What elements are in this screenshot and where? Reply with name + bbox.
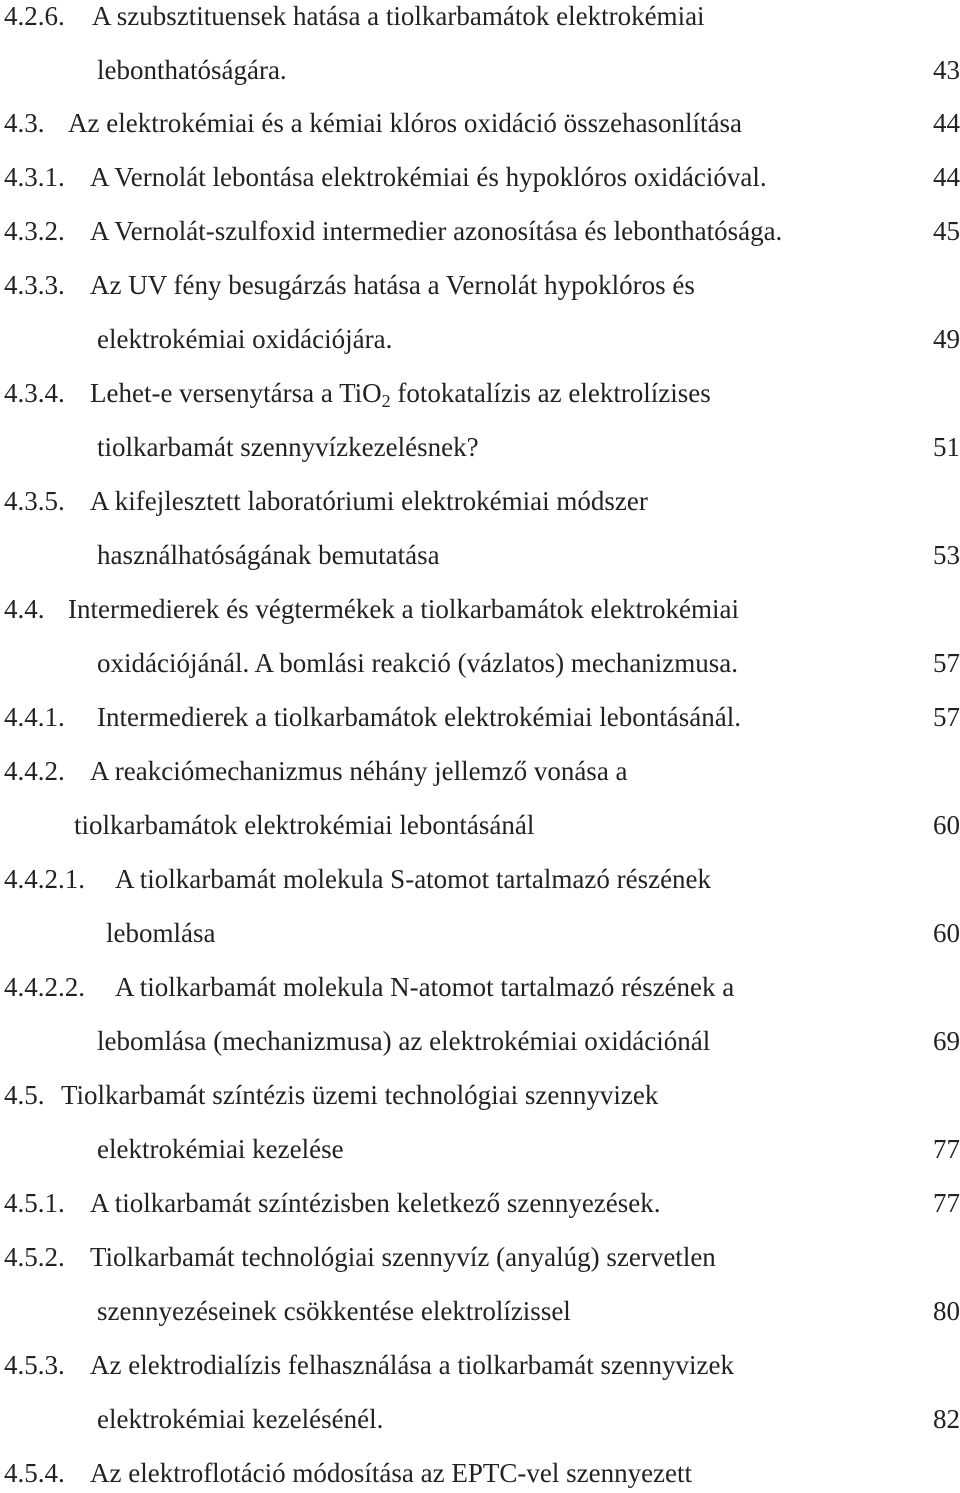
toc-title: A tiolkarbamát molekula N-atomot tartalmazó részének a bbox=[115, 972, 735, 1002]
toc-entry-continuation bbox=[0, 1291, 960, 1331]
toc-entry-continuation bbox=[0, 1129, 960, 1169]
toc-page-number: 44 bbox=[933, 162, 960, 192]
toc-title-continuation: tiolkarbamátok elektrokémiai lebontásánál bbox=[74, 810, 535, 840]
toc-entry-continuation bbox=[0, 319, 960, 359]
toc-title-continuation: lebomlása bbox=[106, 918, 216, 948]
toc-title: A szubsztituensek hatása a tiolkarbamátok elektrokémiai bbox=[92, 1, 705, 31]
toc-number: 4.4.2.2. bbox=[4, 972, 85, 1002]
toc-page-number: 44 bbox=[933, 108, 960, 138]
toc-title: Az UV fény besugárzás hatása a Vernolát hypoklóros és bbox=[90, 270, 695, 300]
toc-page-number: 49 bbox=[933, 324, 960, 354]
toc-title: Intermedierek a tiolkarbamátok elektrokémiai lebontásánál. bbox=[97, 702, 741, 732]
toc-title-continuation: elektrokémiai kezelése bbox=[97, 1134, 344, 1164]
toc-entry bbox=[0, 1183, 960, 1223]
toc-entry bbox=[0, 859, 960, 899]
toc-entry bbox=[0, 211, 960, 251]
toc-title bbox=[90, 373, 711, 413]
toc-page-number: 53 bbox=[933, 540, 960, 570]
toc-page-number: 45 bbox=[933, 216, 960, 246]
toc-number: 4.4.2.1. bbox=[4, 864, 85, 894]
toc-page-number: 77 bbox=[933, 1134, 960, 1164]
toc-page-number: 51 bbox=[933, 432, 960, 462]
toc-title: A Vernolát lebontása elektrokémiai és hypoklóros oxidációval. bbox=[90, 162, 767, 192]
toc-entry bbox=[0, 751, 960, 791]
toc-entry bbox=[0, 481, 960, 521]
toc-title: A tiolkarbamát színtézisben keletkező szennyezések. bbox=[90, 1188, 661, 1218]
toc-number: 4.3.4. bbox=[4, 378, 65, 408]
toc-entry-continuation bbox=[0, 1021, 960, 1061]
toc-page-number: 57 bbox=[933, 702, 960, 732]
toc-title: Tiolkarbamát színtézis üzemi technológiai szennyvizek bbox=[61, 1080, 659, 1110]
toc-entry-continuation bbox=[0, 427, 960, 467]
toc-page-number: 60 bbox=[933, 918, 960, 948]
toc-entry-continuation bbox=[0, 535, 960, 575]
toc-number: 4.3.1. bbox=[4, 162, 65, 192]
toc-entry bbox=[0, 1075, 960, 1115]
toc-title-continuation: tiolkarbamát szennyvízkezelésnek? bbox=[97, 432, 479, 462]
toc-number: 4.5.1. bbox=[4, 1188, 65, 1218]
toc-page-number: 80 bbox=[933, 1296, 960, 1326]
toc-title-continuation: elektrokémiai kezelésénél. bbox=[97, 1404, 384, 1434]
toc-number: 4.3. bbox=[4, 108, 45, 138]
toc-entry bbox=[0, 0, 960, 36]
toc-number: 4.5.3. bbox=[4, 1350, 65, 1380]
toc-entry bbox=[0, 967, 960, 1007]
toc-number: 4.5. bbox=[4, 1080, 45, 1110]
toc-title: Az elektroflotáció módosítása az EPTC-vel szennyezett bbox=[90, 1458, 693, 1488]
toc-entry-continuation bbox=[0, 643, 960, 683]
toc-title-continuation: szennyezéseinek csökkentése elektrolízissel bbox=[97, 1296, 571, 1326]
toc-entry bbox=[0, 697, 960, 737]
toc-entry-continuation bbox=[0, 913, 960, 953]
toc-entry-continuation bbox=[0, 1399, 960, 1439]
toc-title-continuation: lebomlása (mechanizmusa) az elektrokémiai oxidációnál bbox=[97, 1026, 711, 1056]
toc-title: Az elektrokémiai és a kémiai klóros oxidáció összehasonlítása bbox=[68, 108, 743, 138]
toc-title: Tiolkarbamát technológiai szennyvíz (anyalúg) szervetlen bbox=[90, 1242, 716, 1272]
toc-title: Intermedierek és végtermékek a tiolkarbamátok elektrokémiai bbox=[68, 594, 739, 624]
toc-number: 4.3.5. bbox=[4, 486, 65, 516]
toc-entry-continuation bbox=[0, 805, 960, 845]
toc-page-number: 82 bbox=[933, 1404, 960, 1434]
toc-entry bbox=[0, 265, 960, 305]
toc-title-continuation: oxidációjánál. A bomlási reakció (vázlatos) mechanizmusa. bbox=[97, 648, 739, 678]
toc-number: 4.4.2. bbox=[4, 756, 65, 786]
toc-title-continuation: használhatóságának bemutatása bbox=[97, 540, 440, 570]
toc-page-number: 43 bbox=[933, 55, 960, 85]
toc-number: 4.5.2. bbox=[4, 1242, 65, 1272]
toc-page-number: 77 bbox=[933, 1188, 960, 1218]
toc-number: 4.3.2. bbox=[4, 216, 65, 246]
toc-title: Az elektrodialízis felhasználása a tiolkarbamát szennyvizek bbox=[90, 1350, 734, 1380]
toc-title-subscript: 2 bbox=[381, 391, 391, 411]
toc-number: 4.3.3. bbox=[4, 270, 65, 300]
toc-title-part: Lehet-e versenytársa a TiO bbox=[90, 378, 382, 408]
toc-title: A reakciómechanizmus néhány jellemző vonása a bbox=[90, 756, 628, 786]
toc-title-continuation: lebonthatóságára. bbox=[97, 55, 287, 85]
toc-title-continuation: elektrokémiai oxidációjára. bbox=[97, 324, 393, 354]
toc-entry bbox=[0, 103, 960, 143]
toc-title: A tiolkarbamát molekula S-atomot tartalmazó részének bbox=[115, 864, 712, 894]
toc-number: 4.2.6. bbox=[4, 1, 65, 31]
toc-entry bbox=[0, 373, 960, 413]
toc-title-part: fotokatalízis az elektrolízises bbox=[390, 378, 711, 408]
toc-title: A kifejlesztett laboratóriumi elektrokémiai módszer bbox=[90, 486, 648, 516]
toc-number: 4.4.1. bbox=[4, 702, 65, 732]
toc-title: A Vernolát-szulfoxid intermedier azonosítása és lebonthatósága. bbox=[90, 216, 783, 246]
toc-page-number: 60 bbox=[933, 810, 960, 840]
toc-entry bbox=[0, 589, 960, 629]
toc-entry bbox=[0, 157, 960, 197]
toc-number: 4.4. bbox=[4, 594, 45, 624]
toc-page-number: 57 bbox=[933, 648, 960, 678]
toc-page-number: 69 bbox=[933, 1026, 960, 1056]
toc-entry bbox=[0, 1453, 960, 1493]
toc-number: 4.5.4. bbox=[4, 1458, 65, 1488]
toc-entry bbox=[0, 1345, 960, 1385]
toc-entry bbox=[0, 1237, 960, 1277]
toc-entry-continuation bbox=[0, 50, 960, 90]
